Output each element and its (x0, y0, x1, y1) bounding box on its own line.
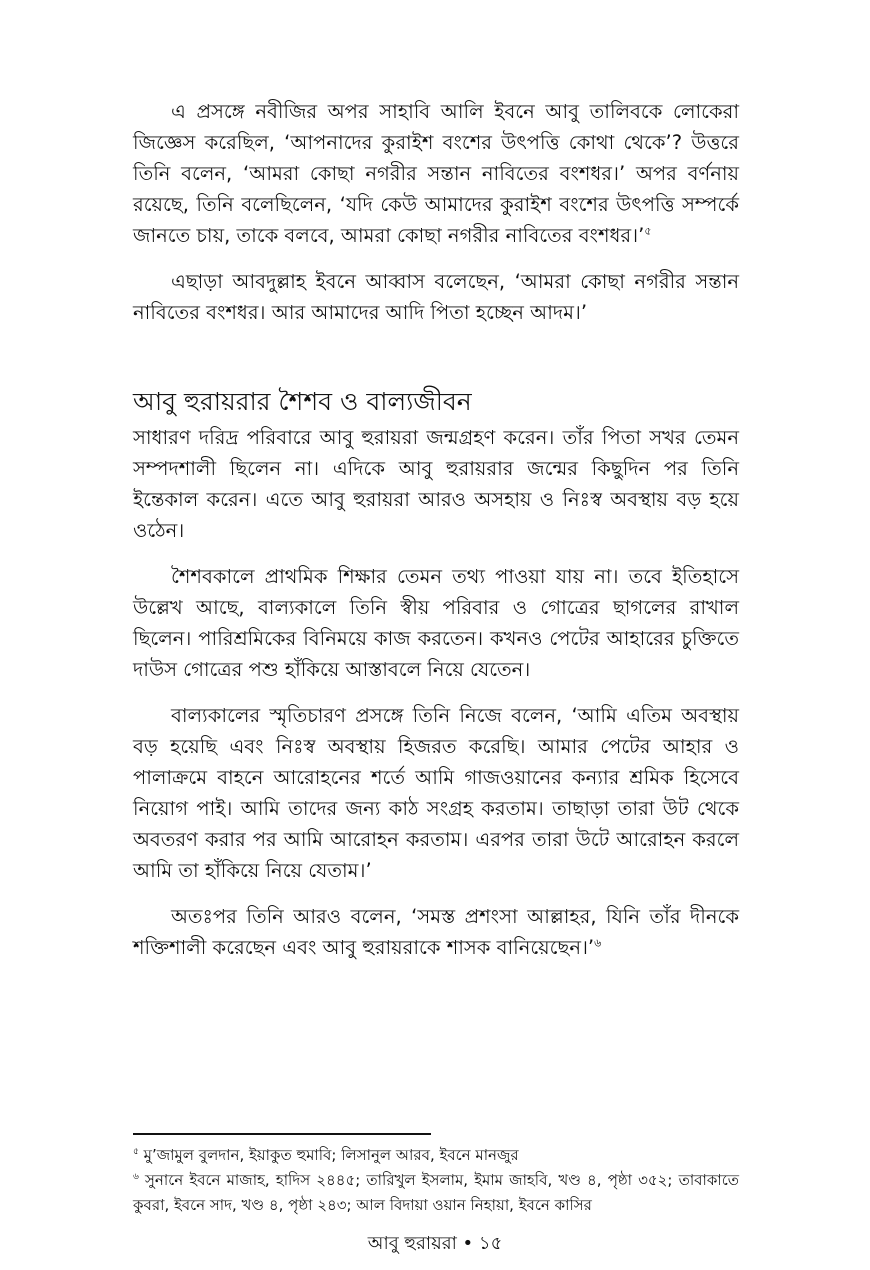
paragraph-text: সাধারণ দরিদ্র পরিবারে আবু হুরায়রা জন্মগ্রহণ করেন। তাঁর পিতা সখর তেমন সম্পদশালী ছিলেন না। এদিকে আবু হুরায়রার জন্মের কিছুদিন পর তিনি ইন্তেকাল করেন। এতে আবু হুরায়রা আরও অসহায় ও নিঃস্ব অবস্থায় বড় হয়ে ওঠেন। (133, 426, 739, 542)
body-paragraph (133, 700, 739, 886)
footnote-divider (133, 1133, 431, 1135)
footnotes (133, 1143, 739, 1218)
footnote-number: ৫ (133, 1147, 139, 1157)
paragraph-text: এছাড়া আবদুল্লাহ ইবনে আব্বাস বলেছেন, ‘আমরা কোছা নগরীর সন্তান নাবিতের বংশধর। আর আমাদের আদি পিতা হচ্ছেন আদম।’ (133, 270, 739, 324)
paragraph-text: শৈশবকালে প্রাথমিক শিক্ষার তেমন তথ্য পাওয়া যায় না। তবে ইতিহাসে উল্লেখ আছে, বাল্যকালে তিনি স্বীয় পরিবার ও গোত্রের ছাগলের রাখাল ছিলেন। পারিশ্রমিকের বিনিময়ে কাজ করতেন। কখনও পেটের আহারের চুক্তিতে দাউস গোত্রের পশু হাঁকিয়ে আস্তাবলে নিয়ে যেতেন। (133, 565, 739, 681)
body-paragraph (133, 561, 739, 685)
body-paragraph (133, 901, 739, 963)
footnote-text: মু’জামুল বুলদান, ইয়াকুত হুমাবি; লিসানুল আরব, ইবনে মানজুর (138, 1146, 519, 1164)
page-body (133, 96, 739, 978)
body-paragraph (133, 266, 739, 328)
footnote-item (133, 1143, 739, 1168)
body-paragraph (133, 422, 739, 546)
paragraph-text: এ প্রসঙ্গে নবীজির অপর সাহাবি আলি ইবনে আবু তালিবকে লোকেরা জিজ্ঞেস করেছিল, ‘আপনাদের কুরাইশ বংশের উৎপত্তি কোথা থেকে’? উত্তরে তিনি বলেন, ‘আমরা কোছা নগরীর সন্তান নাবিতের বংশধর।’ অপর বর্ণনায় রয়েছে, তিনি বলেছিলেন, ‘যদি কেউ আমাদের কুরাইশ বংশের উৎপত্তি সম্পর্কে জানতে চায়, তাকে বলবে, আমরা কোছা নগরীর নাবিতের বংশধর।’ (133, 100, 739, 247)
page-footer: আবু হুরায়রা • ১৫ (367, 1233, 503, 1254)
footnote-marker[interactable]: ৬ (594, 936, 602, 950)
paragraph-text: বাল্যকালের স্মৃতিচারণ প্রসঙ্গে তিনি নিজে বলেন, ‘আমি এতিম অবস্থায় বড় হয়েছি এবং নিঃস্ব অবস্থায় হিজরত করেছি। আমার পেটের আহার ও পালাক্রমে বাহনে আরোহনের শর্তে আমি গাজওয়ানের কন্যার শ্রমিক হিসেবে নিয়োগ পাই। আমি তাদের জন্য কাঠ সংগ্রহ করতাম। তাছাড়া তারা উট থেকে অবতরণ করার পর আমি আরোহন করতাম। এরপর তারা উটে আরোহন করলে আমি তা হাঁকিয়ে নিয়ে যেতাম।’ (133, 704, 739, 882)
footnote-text: সুনানে ইবনে মাজাহ, হাদিস ২৪৪৫; তারিখুল ইসলাম, ইমাম জাহবি, খণ্ড ৪, পৃষ্ঠা ৩৫২; তাবাকাতে কুবরা, ইবনে সাদ, খণ্ড ৪, পৃষ্ঠা ২৪৩; আল বিদায়া ওয়ান নিহায়া, ইবনে কাসির (133, 1171, 739, 1214)
footnote-item (133, 1168, 739, 1218)
section-heading: আবু হুরায়রার শৈশব ও বাল্যজীবন (133, 387, 472, 416)
footnote-number: ৬ (133, 1172, 139, 1182)
footnote-marker[interactable]: ৫ (644, 224, 652, 238)
paragraph-text: অতঃপর তিনি আরও বলেন, ‘সমস্ত প্রশংসা আল্লাহর, যিনি তাঁর দীনকে শক্তিশালী করেছেন এবং আবু হুরায়রাকে শাসক বানিয়েছেন।’ (133, 905, 739, 959)
body-paragraph (133, 96, 739, 251)
